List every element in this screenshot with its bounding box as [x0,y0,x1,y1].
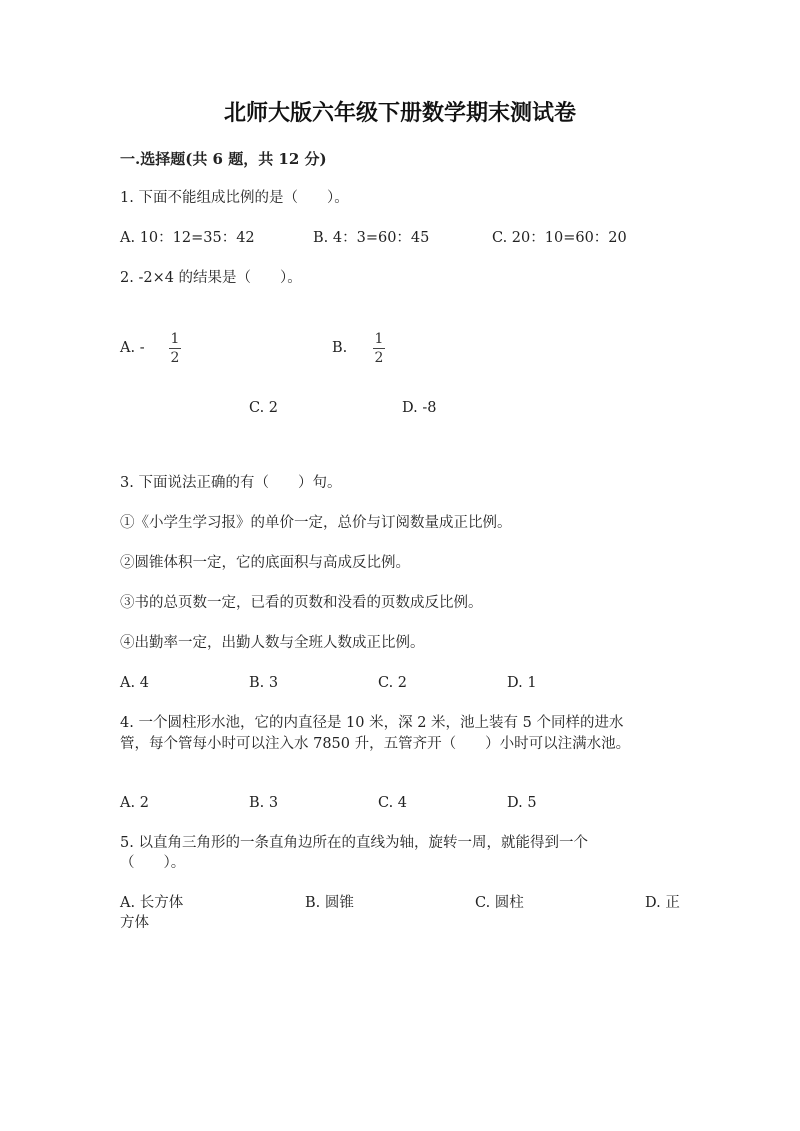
question-3-stem: 3. 下面说法正确的有（ ）句。 [120,475,342,491]
question-5-stem-line-1: 5. 以直角三角形的一条直角边所在的直线为轴，旋转一周，就能得到一个 [120,835,588,851]
question-5-option-a[interactable]: A. 长方体 [120,895,184,911]
question-5-option-d-wrap: 方体 [120,915,149,931]
question-4-stem-line-1: 4. 一个圆柱形水池，它的内直径是 10 米，深 2 米，池上装有 5 个同样的进水 [120,715,624,731]
question-3-option-c[interactable]: C. 2 [378,675,408,691]
fraction-bar [169,348,181,349]
fraction-denominator: 2 [374,350,384,366]
question-3-option-a[interactable]: A. 4 [120,675,149,691]
fraction-numerator: 1 [170,331,180,347]
question-3-statement-2: ②圆锥体积一定，它的底面积与高成反比例。 [120,555,410,571]
fraction-numerator: 1 [374,331,384,347]
page-title: 北师大版六年级下册数学期末测试卷 [223,100,576,126]
question-4-stem-line-2: 管，每个管每小时可以注入水 7850 升，五管齐开（ ）小时可以注满水池。 [120,736,631,752]
question-3-statement-3: ③书的总页数一定，已看的页数和没看的页数成反比例。 [120,595,483,611]
question-5-option-c[interactable]: C. 圆柱 [475,895,524,911]
question-4-option-c[interactable]: C. 4 [378,795,408,811]
question-3-statement-1: ①《小学生学习报》的单价一定，总价与订阅数量成正比例。 [120,515,512,531]
question-3-statement-4: ④出勤率一定，出勤人数与全班人数成正比例。 [120,635,425,651]
question-1-option-c[interactable]: C. 20：10=60：20 [492,230,627,246]
fraction-bar [373,348,385,349]
question-5-option-b[interactable]: B. 圆锥 [305,895,354,911]
question-4-option-a[interactable]: A. 2 [120,795,149,811]
question-2-option-c[interactable]: C. 2 [249,400,279,416]
question-1-option-b[interactable]: B. 4：3=60：45 [313,230,430,246]
question-3-option-d[interactable]: D. 1 [507,675,537,691]
question-4-option-d[interactable]: D. 5 [507,795,537,811]
question-2-stem: 2. -2×4 的结果是（ ）。 [120,270,302,286]
question-2-option-a[interactable]: A. - [120,340,145,356]
question-2-option-d[interactable]: D. -8 [402,400,437,416]
question-4-option-b[interactable]: B. 3 [249,795,279,811]
question-5-stem-line-2: （ ）。 [120,855,186,871]
question-1-stem: 1. 下面不能组成比例的是（ ）。 [120,190,349,206]
question-2-option-b-fraction [371,331,387,366]
question-2-option-b[interactable]: B. [332,340,348,356]
section-heading: 一.选择题(共 6 题，共 12 分) [120,150,327,168]
question-5-option-d[interactable]: D. 正 [645,895,680,911]
question-1-option-a[interactable]: A. 10：12=35：42 [120,230,255,246]
question-2-option-a-fraction [167,331,183,366]
question-3-option-b[interactable]: B. 3 [249,675,279,691]
fraction-denominator: 2 [170,350,180,366]
